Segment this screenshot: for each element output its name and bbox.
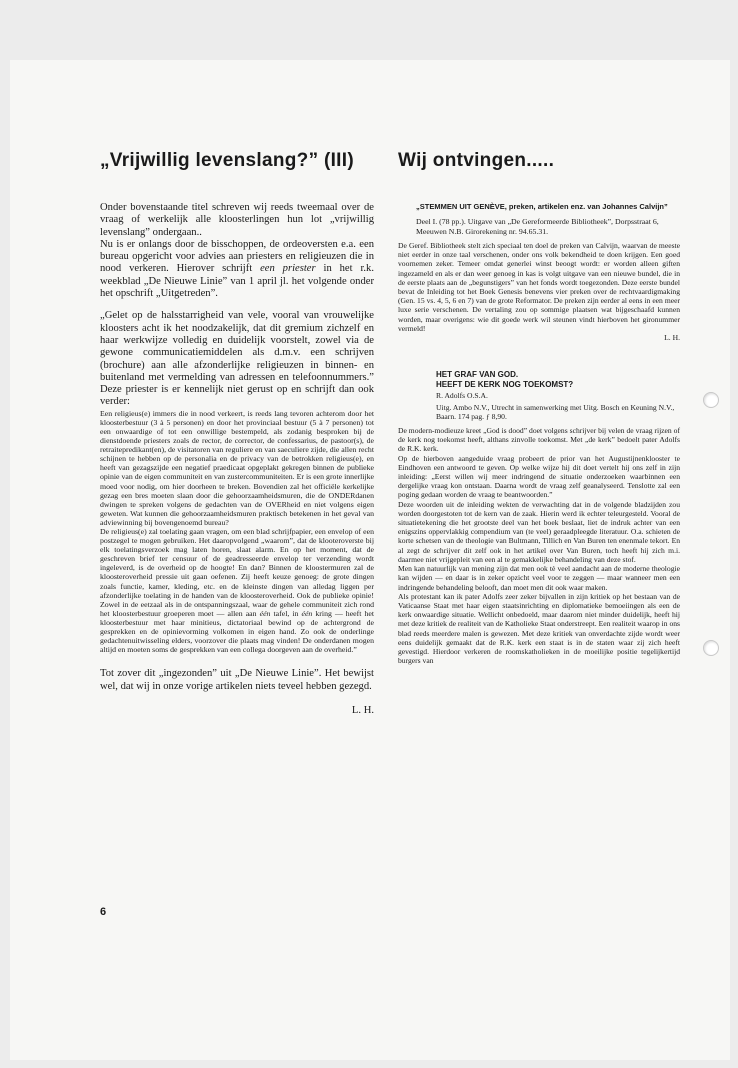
intro-section (100, 202, 374, 409)
quote-intro-paragraph: „Gelet op de halsstarrigheid van vele, vooral van vrouwelijke kloosters acht ik het noodzakelijk, dat dit gremium zichzelf en haar werkwijze volledig en duidelijk voorstelt, zowel via de gewone communicatiemiddelen als d.m.v. een schrijven (brochure) aan alle afzonderlijke religieuzen in binnen- en buitenland met vermelding van adressen en telefoonnummers.” Deze priester is er kennelijk niet gerust op en schrijft dan ook verder: (100, 310, 374, 408)
review-2-paragraph-1: De modern-modieuze kreet „God is dood” doet volgens schrijver bij velen de vraag rijzen of de kerk nog toekomst heeft, althans zinvolle toekomst. Met „de kerk” bedoelt pater Adolfs de R.K. kerk. (398, 426, 680, 454)
left-signature: L. H. (351, 704, 374, 716)
intro-paragraph-2: Nu is er onlangs door de bisschoppen, de ordeoversten e.a. een bureau opgericht voor advies aan priesters en religieuzen die in nood verkeren. Hierover schrijft een priester in het r.k. weekblad „De Nieuwe Linie” van 1 april jl. het volgende onder het opschrift „Uitgetreden”. (100, 238, 374, 300)
punch-hole-top (703, 392, 719, 408)
review-1 (398, 202, 680, 342)
outro-paragraph: Tot zover dit „ingezonden” uit „De Nieuwe Linie”. Het bewijst wel, dat wij in onze vorige artikelen niets teveel hebben gezegd. (100, 668, 374, 692)
right-section-title: Wij ontvingen..... (398, 150, 555, 171)
page-number: 6 (100, 906, 107, 918)
review-2-paragraph-4: Men kan natuurlijk van mening zijn dat men ook tè veel aandacht aan de moderne theologie kan wijden — en daar is in zeker opzicht veel voor te zeggen — maar wanneer men een indringende behandeling belooft, dan moet men dit ook waar maken. (398, 564, 680, 592)
review-2-paragraph-5: Als protestant kan ik pater Adolfs zeer zeker bijvallen in zijn kritiek op het bestaan van de Vaticaanse Staat met haar eigen staatsinrichting en diplomatieke bemoeiingen als een de kerk onwaardige situatie. Wellicht onbedoeld, maar daarom niet minder duidelijk, heeft hij met deze kritiek de realiteit van de Katholieke Staat onderstreept. Een realiteit waarop in ons blad reeds meerdere malen is gewezen. Met deze kritiek van onverdachte zijde wordt weer eens duidelijk gemaakt dat de R.K. kerk een staat is in de staten waar zij zich heeft gevestigd. Hierdoor verkeren de roomskatholieken in de moeilijke positie tegelijkertijd burgers van (398, 591, 680, 666)
review-2-heading-2: HEEFT DE KERK NOG TOEKOMST? (436, 379, 574, 389)
quote-paragraph-1: Een religieus(e) immers die in nood verkeert, is reeds lang tevoren achterom door het kloosterbestuur (3 à 5 personen) en door het provinciaal bestuur (5 à 7 personen) tot een onwaardige of tot een onwillige bestempeld, als zodanig besproken bij de dienstdoende priesters zoals de rector, de corrector, de confessarius, de pastoor(s), de retraitepredikant(en), de visitatoren van reguliere en van saeculiere zijde, die allen recht schijnen te hebben op de personalia en de privacy van de betrokken religieus(e), en heeft van gezagszijde een negatief praedicaat opgeplakt gekregen binnen de publieke opinie van de eigen communiteit en van zustercommuniteiten. Er is een grote innerlijke moed voor nodig, om hier doorheen te breken. Bovendien zal het officiële kerkelijke gezag een bres moeten slaan door die gehoorzaamheidsmuren, die de ONDERdanen dwingen te spreken volgens de gedachten van de OVERheid en niet volgens eigen geweten. Wat kunnen die gehoorzaamheidsmuren praktisch betekenen in het geval van adviewinning bij bovengenoemd bureau? (100, 408, 374, 527)
review-2-heading-1: HET GRAF VAN GOD. (436, 370, 519, 380)
quote-paragraph-2: De religieus(e) zal toelating gaan vragen, om een blad schrijfpapier, een envelop of een postzegel te mogen gebruiken. Het daaropvolgend „waarom”, dat de klooteroverste bij elk toelatingsverzoek mag laten horen, slaat alarm. En op het moment, dat de geschreven brief ter censuur of de geadresseerde envelop ter verzending wordt ingeleverd, is de overheid op de hoogte! En dan? Binnen de kloostermuren zal de kloosteroverheid pressie uit gaan oefenen. Zij heeft keuze genoeg: de grote dingen zoals functie, kamer, kleding, etc. en de kleinste dingen van alledag liggen per afzonderlijke toelating in de handen van de kloosteroverheid. Ook de publieke opinie! Zowel in de eetzaal als in de ontspanningszaal, waar de gehele communiteit zich rond het kloosterbestuur groeperen moet — allen aan één tafel, in één kring — heeft het kloosterbestuur met haar minitieus, dictatoriaal bewind op de achtergrond de gesprekken en de opinievorming volkomen in eigen hand. Zo ook de onderlinge gedachtenuitwisseling elders, voorzover die plaats mag vinden! De onderdanen mogen altijd en moeten soms de gesprekken van een collega doorgeven aan de overheid.” (100, 526, 374, 655)
review-1-signature: L. H. (664, 333, 680, 343)
review-2-author: R. Adolfs O.S.A. (436, 391, 488, 401)
review-1-body: De Geref. Bibliotheek stelt zich speciaal ten doel de preken van Calvijn, waarvan de meeste niet eerder in onze taal verschenen, onder ons volk bekendheid te doen krijgen. Een goed voornemen zeker. Temeer omdat generlei winst beoogt wordt: er worden alleen giften ingezameld en als er dan weer genoeg in kas is volgt uitgave van een nieuwe bundel, die in de eerste plaats aan de „begunstigers” van het fonds wordt toegezonden. Deze eerste bundel bevat de Inleiding tot het Boek Genesis benevens vier preken over de rechtvaardigmaking (Gen. 15 vs. 4, 5, 6 en 7) van de grote Reformator. De preken zijn eerder al eens in een meer luxe serie verschenen. De vertaling zou op sommige plaatsen wat bijgeschaafd kunnen worden, maar overigens: wie dit goede werk wil steunen vindt hierboven het gironummer vermeld! (398, 241, 680, 333)
review-1-details: Deel I. (78 pp.). Uitgave van „De Gereformeerde Bibliotheek”, Dorpsstraat 6, Meeuwen N.B. Girorekening nr. 94.65.31. (416, 217, 659, 236)
review-2-paragraph-2: Op de hierboven aangeduide vraag probeert de prior van het Augustijnenklooster te Eindhoven een antwoord te geven. Op welke wijze hij dit doet vertelt hij ons zelf in zijn inleiding: „Eerst willen wij meer indringend de situatie onderzoeken waarbinnen een dergelijke vraag kon ontstaan. Daarna wordt de vraag zelf geanalyseerd. Tenslotte zal een poging gedaan worden de vraag te beantwoorden.” (398, 453, 680, 500)
outro-section (100, 668, 374, 693)
intro-emphasis: een priester (260, 263, 316, 275)
quoted-letter (100, 409, 374, 655)
review-2 (398, 370, 680, 665)
intro-paragraph-1: Onder bovenstaande titel schreven wij reeds tweemaal over de vraag of werkelijk alle kloosterlingen hun lot „vrijwillig levenslang” ondergaan.. (100, 202, 374, 238)
review-1-heading: „STEMMEN UIT GENÈVE, preken, artikelen enz. van Johannes Calvijn” (416, 202, 668, 211)
punch-hole-bottom (703, 640, 719, 656)
review-2-paragraph-3: Deze woorden uit de inleiding wekten de verwachting dat in de volgende bladzijden zou worden doorgestoten tot de kern van de zaak. Hierin werd ik echter teleurgesteld. Vooral de situatietekening die het grootste deel van het boek beslaat, liet de indruk achter van een enigszins oppervlakkig compendium van (te veel) geraadpleegde literatuur. O.a. schieten de korte schetsen van de theologie van Bultmann, Tillich en Van Buren ten enenmale tekort. En al zegt de schrijver dit zelf ook in het artikel over Van Buren, toch heeft hij zich m.i. daarmee niet vrijgepleit van een al te gemakkelijke behandeling van deze stof. (398, 499, 680, 564)
left-column (100, 150, 374, 716)
review-2-details: Uitg. Ambo N.V., Utrecht in samenwerking met Uitg. Bosch en Keuning N.V., Baarn. 174 pag. ƒ 8,90. (436, 402, 675, 421)
right-column (398, 150, 680, 665)
left-article-title: „Vrijwillig levenslang?” (III) (100, 150, 354, 171)
